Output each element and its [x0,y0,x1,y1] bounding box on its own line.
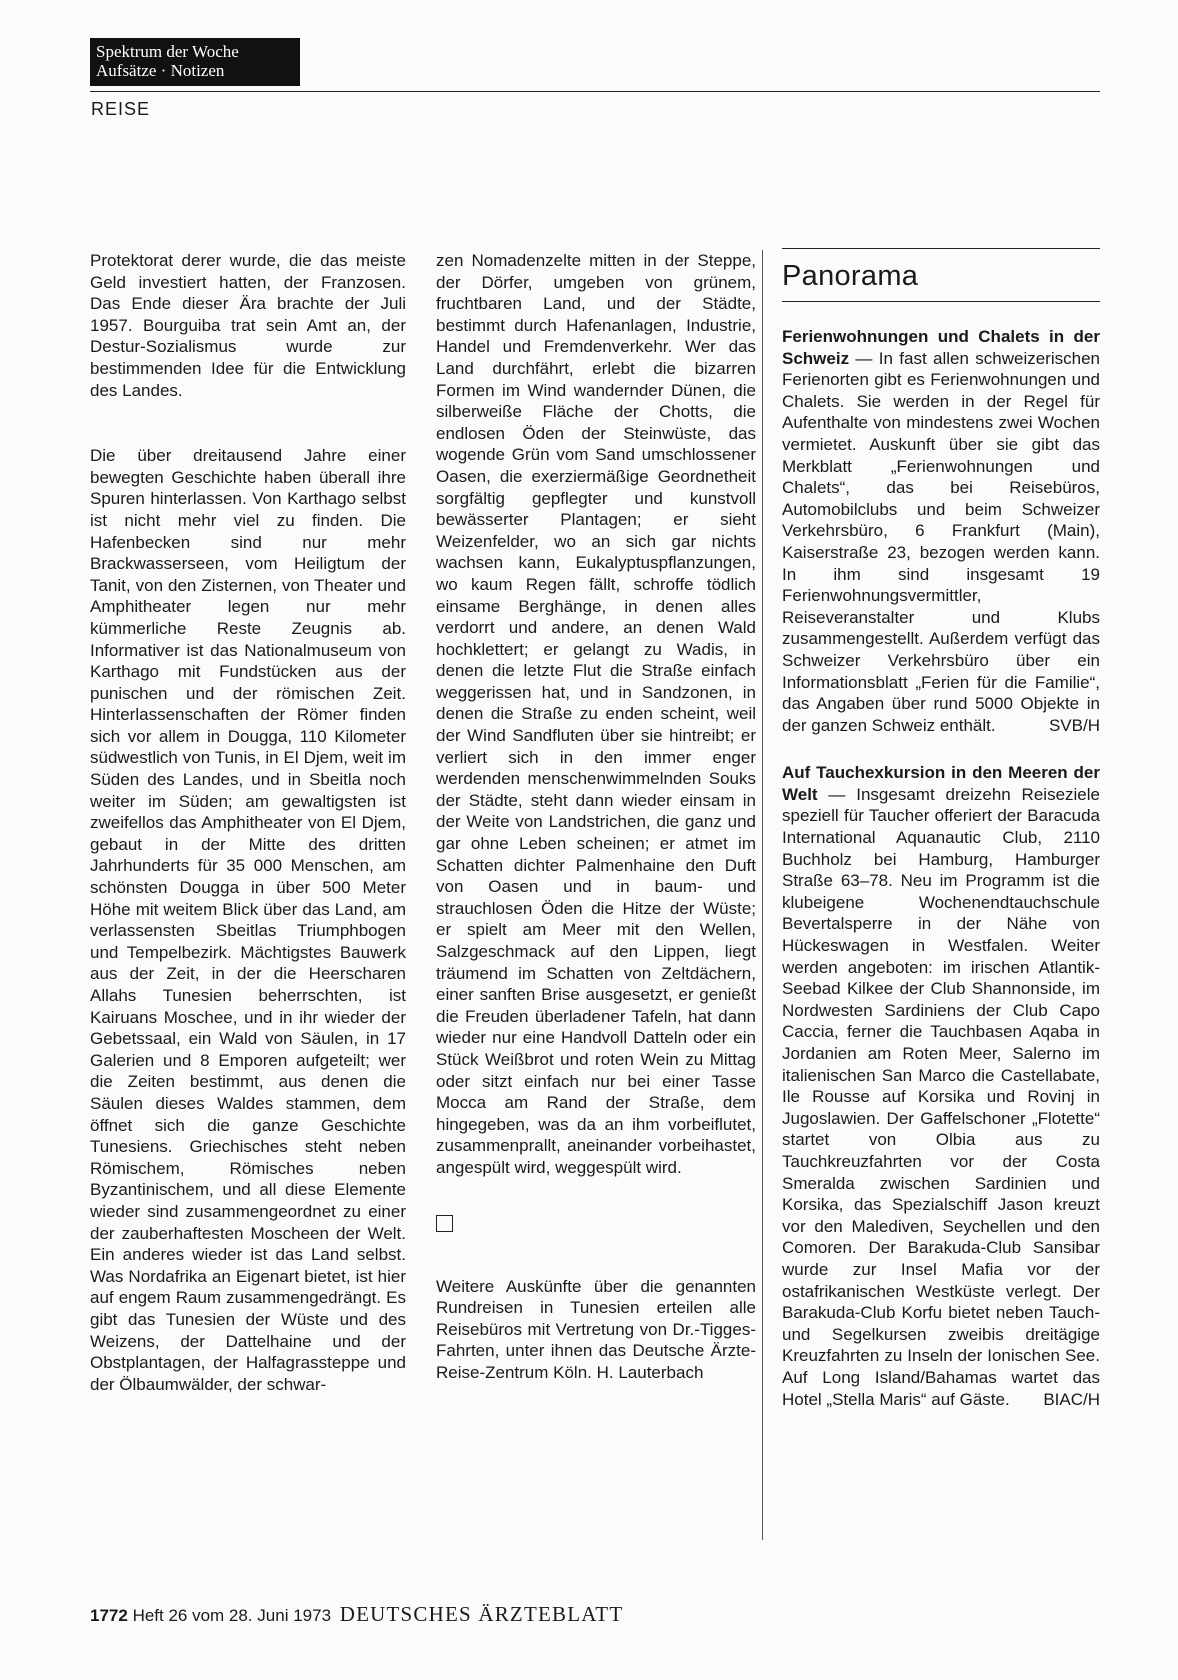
end-mark-box [436,1215,453,1232]
kicker-line-1: Spektrum der Woche [96,42,239,61]
panorama-bottom-rule [782,301,1100,302]
notice-headline: Ferienwohnungen und Chalets in der Schweiz [782,327,1100,368]
notice-signature: BIAC/H [1043,1389,1100,1409]
notice-text: — Insgesamt dreizehn Reiseziele speziell für Taucher offeriert der Baracuda International Aquanautic Club, 2110 Buchholz bei Hamburg, Hamburger Straße 63–78. Neu im Programm ist die klubeigene Wochenendtauchschule Bevertalsperre in der Nähe von Hückeswagen in Westfalen. Weiter werden angeboten: im irischen Atlantik-Seebad Kilkee der Club Shannonside, im Nordwesten Sardiniens der Club Capo Caccia, ferner die Tauchbasen Aqaba in Jordanien am Roten Meer, Salerno im italienischen San Marco die Castellabate, Ile Rousse auf Korsika und Rovinj in Jugoslawien. Der Gaffelschoner „Flotette“ startet von Olbia aus zu Tauchkreuzfahrten vor der Costa Smeralda zwischen Sardinien und Korsika, das Spezialschiff Jason kreuzt vor den Malediven, Seychellen und den Comoren. Der Barakuda-Club Sansibar wurde zur Insel Mafia vor der ostafrikanischen Westküste verlegt. Der Barakuda-Club Korfu bietet neben Tauch- und Segelkursen zweibis dreitägige Kreuzfahrten zu Inseln der Ionischen See. Auf Long Island/Bahamas wartet das Hotel „Stella Maris“ auf Gäste. [782,784,1100,1409]
panorama-column [782,248,1100,1436]
page-number: 1772 [90,1606,128,1625]
notice-signature: SVB/H [1048,715,1100,735]
notice-item [782,326,1100,736]
article-paragraph: Protektorat derer wurde, die das meiste Geld investiert hatten, der Franzosen. Das Ende dieser Ära brachte der Juli 1957. Bourguiba trat sein Amt an, der Destur-Sozialismus wurde zur bestimmenden Idee für die Entwicklung des Landes. [90,251,406,400]
journal-masthead: DEUTSCHES ÄRZTEBLATT [339,1602,624,1626]
article-paragraph: zen Nomadenzelte mitten in der Steppe, der Dörfer, umgeben von grünem, fruchtbaren Land, und der Städte, bestimmt durch Hafenanlagen, Industrie, Handel und Fremdenverkehr. Wer das Land durchfährt, erlebt die bizarren Formen im Wind wandernder Dünen, die silberweiße Fläche der Chotts, die endlosen Öden der Steinwüste, das wogende Grün vom Sand umschlossener Oasen, die exerziermäßige Geordnetheit sorgfältig gepflegter und kunstvoll bewässerter Plantagen; er sieht Weizenfelder, wo an sich gar nichts wachsen kann, Eukalyptuspflanzungen, wo kaum Regen fällt, schroffe tödlich einsame Berghänge, in denen alles verdorrt und andere, an denen Wald hochklettert; er gelangt zu Wadis, in denen die letzte Flut die Straße einfach weggerissen hat, und in Sandzonen, in denen die Straße zu enden scheint, weil der Wind Sandfluten über sie hintreibt; er verliert sich in den immer enger werdenden menschenwimmelnden Souks der Städte, steht dann wieder einsam in der Weite von Landstrichen, die ganz und gar ohne Leben scheinen; er atmet im Schatten dichter Palmenhaine den Duft von Oasen und in baum- und strauchlosen Öden die Hitze der Wüste; er spielt am Meer mit den Wellen, Salzgeschmack auf den Lippen, liegt träumend im Schatten von Zeltdächern, einer sanften Brise ausgesetzt, er genießt die Freuden überladener Tafeln, hat dann wieder nur eine Handvoll Datteln oder ein Stück Weißbrot und roten Wein zu Mittag oder sitzt einfach nur bei einer Tasse Mocca am Rand der Straße, dem hingegeben, was da an ihm vorbeiflutet, zusammenprallt, aneinander vorbeihastet, angespült wird, weggespült wird. [436,251,756,1177]
panorama-title: Panorama [782,260,919,292]
notice-headline: Auf Tauchexkursion in den Meeren der Welt [782,763,1100,804]
article-column-1 [90,250,406,1395]
notice-text: — In fast allen schweizerischen Ferienorten gibt es Ferienwohnungen und Chalets. Sie werden in der Regel für Aufenthalte von mindestens zwei Wochen vermietet. Auskunft über sie gibt das Merkblatt „Ferienwohnungen und Chalets“, das bei Reisebüros, Automobilclubs und beim Schweizer Verkehrsbüro, 6 Frankfurt (Main), Kaiserstraße 23, bezogen werden kann. In ihm sind insgesamt 19 Ferienwohnungsvermittler, Reiseveranstalter und Klubs zusammengestellt. Außerdem verfügt das Schweizer Verkehrsbüro über ein Informationsblatt „Ferien für die Familie“, das Angaben über rund 5000 Objekte in der ganzen Schweiz enthält. [782,348,1100,735]
section-label: REISE [91,99,151,119]
header-rule [90,91,1100,92]
issue-info: Heft 26 vom 28. Juni 1973 [132,1606,332,1625]
article-paragraph: Die über dreitausend Jahre einer bewegten Geschichte haben überall ihre Spuren hinterlassen. Von Karthago selbst ist nicht mehr viel zu finden. Die Hafenbecken sind nur mehr Brackwasserseen, vom Heiligtum der Tanit, von den Zisternen, von Theater und Amphitheater legen nur mehr kümmerliche Reste Zeugnis ab. Informativer ist das Nationalmuseum von Karthago mit Fundstücken aus der punischen und der römischen Zeit. Hinterlassenschaften der Römer finden sich vor allem in Dougga, 110 Kilometer südwestlich von Tunis, in El Djem, weit im Süden des Landes, und in Sbeitla noch weiter im Süden; am gewaltigsten ist zweifellos das Amphitheater von El Djem, gebaut in der Mitte des dritten Jahrhunderts für 35 000 Menschen, am schönsten Dougga in über 500 Meter Höhe mit weitem Blick über das Land, am verlassensten Sbeitlas Triumphbogen und Tempelbezirk. Mächtigstes Bauwerk aus der Zeit, in der die Heerscharen Allahs Tunesien beherrschten, ist Kairuans Moschee, und in ihr wieder der Gebetssaal, ein Wald von Säulen, in 17 Galerien und 8 Emporen aufgeteilt; wer die Zeiten bestimmt, aus denen die Säulen dieses Waldes stammen, dem öffnet sich die ganze Geschichte Tunesiens. Griechisches steht neben Römischem, Römisches neben Byzantinischem, und all diese Elemente wieder sind zusammengeordnet zu einer der zauberhaftesten Moscheen der Welt. Ein anderes wieder ist das Land selbst. Was Nordafrika an Eigenart bietet, ist hier auf engem Raum zusammengedrängt. Es gibt das Tunesien der Wüste und des Weizens, der Dattelhaine und der Obstplantagen, der Halfagrassteppe und der Ölbaumwälder, der schwar- [90,446,406,1394]
notice-item [782,762,1100,1410]
page-footer [90,1602,623,1627]
kicker-line-2: Aufsätze · Notizen [96,61,225,80]
author-name: H. Lauterbach [596,1362,704,1382]
contact-text: Weitere Auskünfte über die genannten Rundreisen in Tunesien erteilen alle Reisebüros mit Vertretung von Dr.-Tigges-Fahrten, unter ihnen das Deutsche Ärzte-Reise-Zentrum Köln. [436,1276,756,1382]
article-column-2 [436,250,763,1540]
contact-paragraph [436,1276,756,1384]
section-kicker [90,38,300,86]
